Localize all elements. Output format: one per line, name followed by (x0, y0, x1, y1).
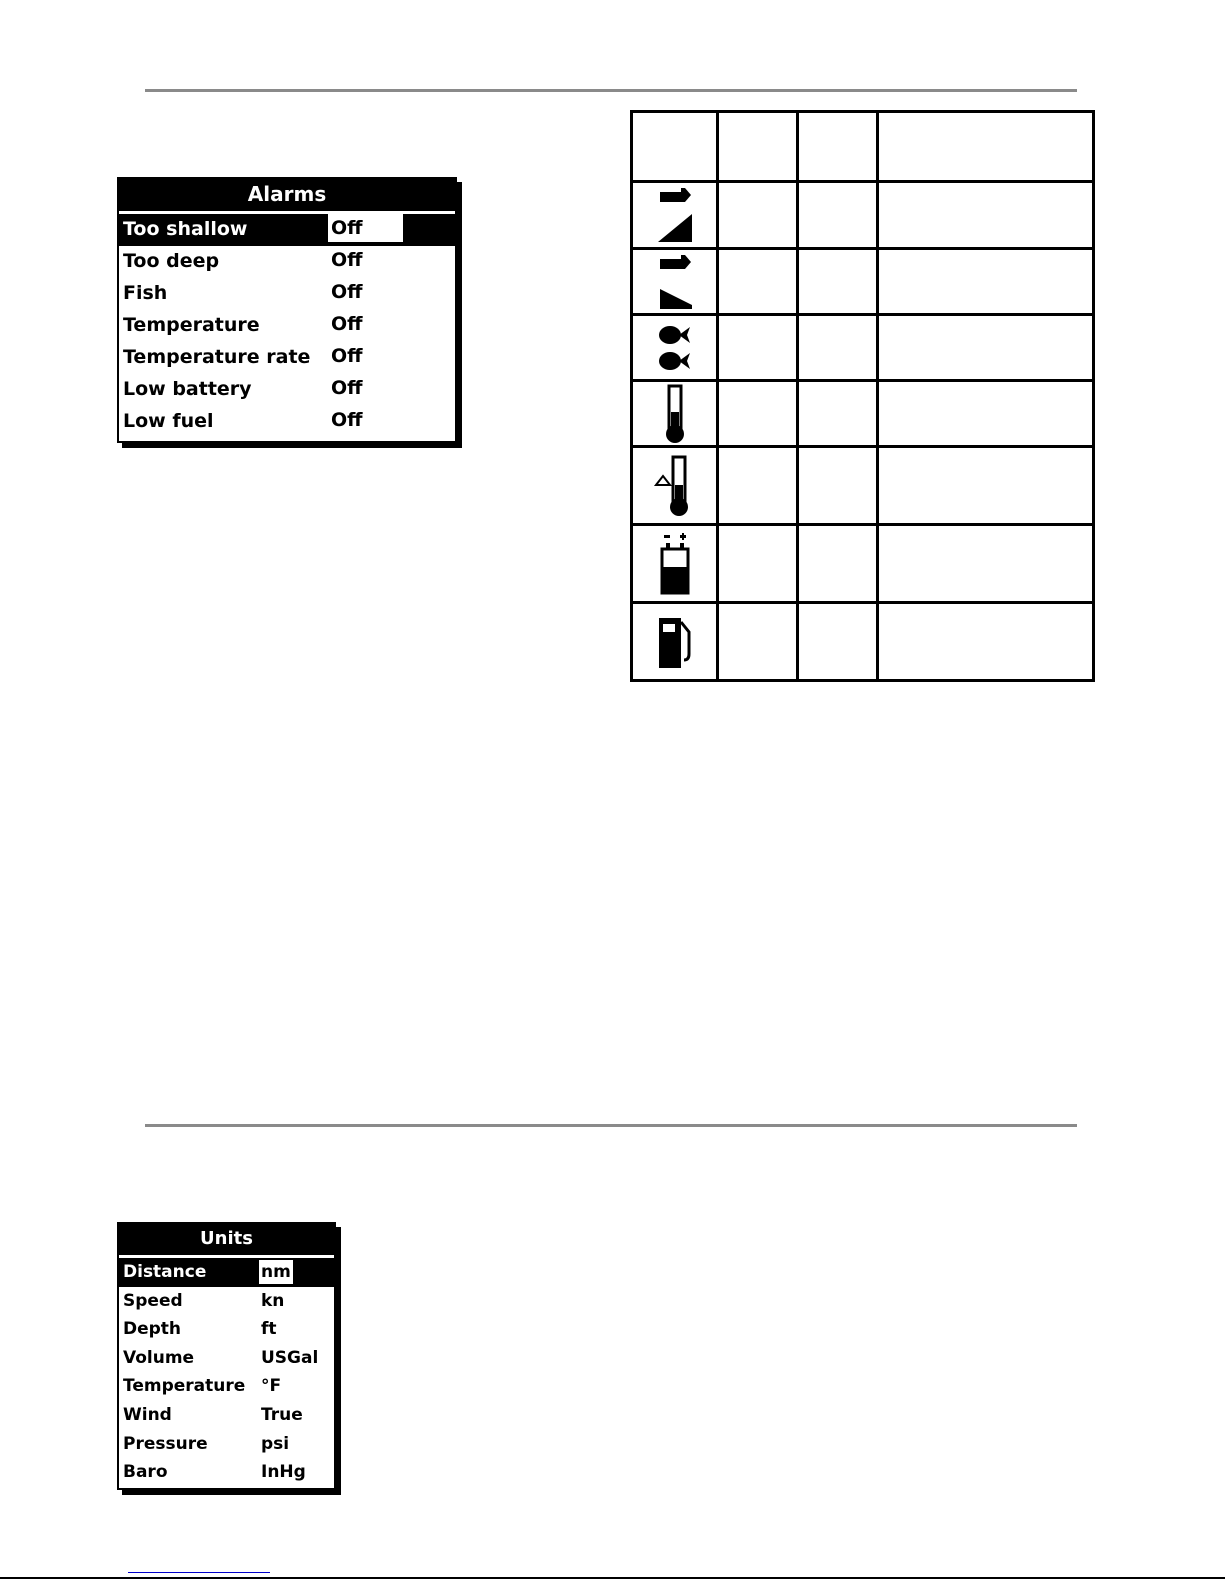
table-cell (878, 603, 1094, 681)
alarm-value: Off (328, 214, 403, 242)
units-value: True (261, 1404, 303, 1425)
units-value: USGal (261, 1347, 319, 1368)
battery-icon (655, 533, 695, 595)
footer-link[interactable] (128, 1572, 270, 1573)
temperature-rate-icon (653, 455, 697, 517)
table-row (632, 315, 1094, 381)
header-cell (878, 112, 1094, 182)
table-cell (878, 315, 1094, 381)
units-value: °F (261, 1376, 282, 1397)
alarm-row-too-shallow[interactable] (119, 214, 455, 246)
alarm-label: Low fuel (123, 410, 214, 432)
table-cell (718, 525, 798, 603)
table-cell (798, 315, 878, 381)
alarm-label: Too shallow (123, 218, 248, 240)
fuel-pump-icon (653, 614, 697, 670)
fish-icon (655, 319, 695, 377)
table-cell (718, 315, 798, 381)
units-label: Volume (123, 1347, 195, 1368)
units-row-wind[interactable] (119, 1401, 334, 1430)
table-header-row (632, 112, 1094, 182)
alarm-row-temperature[interactable] (119, 310, 455, 342)
alarm-value: Off (331, 409, 363, 431)
table-cell (878, 381, 1094, 447)
units-value: ft (261, 1319, 277, 1340)
thermometer-icon (655, 384, 695, 444)
table-row (632, 381, 1094, 447)
header-cell (718, 112, 798, 182)
alarm-label: Temperature (123, 314, 260, 336)
units-section-rule (145, 1124, 1077, 1127)
table-cell (878, 447, 1094, 525)
header-cell (632, 112, 718, 182)
alarms-menu (117, 177, 457, 443)
table-cell (798, 525, 878, 603)
units-label: Baro (123, 1462, 168, 1483)
table-cell (798, 447, 878, 525)
table-cell (798, 249, 878, 315)
table-cell (718, 603, 798, 681)
alarm-value: Off (331, 345, 363, 367)
table-cell (878, 525, 1094, 603)
units-row-distance[interactable] (119, 1258, 334, 1287)
alarm-value: Off (331, 281, 363, 303)
units-menu (117, 1222, 336, 1490)
table-cell (798, 381, 878, 447)
units-value: nm (261, 1262, 291, 1282)
table-cell (718, 249, 798, 315)
table-row (632, 525, 1094, 603)
alarm-label: Too deep (123, 250, 220, 272)
alarm-row-too-deep[interactable] (119, 246, 455, 278)
units-label: Wind (123, 1404, 172, 1425)
alarm-label: Fish (123, 282, 168, 304)
alarm-row-fish[interactable] (119, 278, 455, 310)
table-cell (798, 182, 878, 249)
alarm-label: Temperature rate (123, 346, 311, 368)
header-cell (798, 112, 878, 182)
alarm-value: Off (331, 313, 363, 335)
alarm-symbols-table (630, 110, 1095, 682)
units-label: Distance (123, 1262, 207, 1282)
units-label: Temperature (123, 1376, 246, 1397)
shallow-water-icon (655, 186, 695, 244)
units-row-temperature[interactable] (119, 1372, 334, 1401)
units-row-depth[interactable] (119, 1315, 334, 1344)
units-row-pressure[interactable] (119, 1430, 334, 1459)
table-cell (878, 182, 1094, 249)
units-value: InHg (261, 1462, 306, 1483)
units-row-baro[interactable] (119, 1458, 334, 1487)
units-label: Speed (123, 1290, 183, 1311)
table-cell (878, 249, 1094, 315)
table-cell (718, 182, 798, 249)
deep-water-icon (655, 253, 695, 311)
top-section-rule (145, 89, 1077, 92)
units-label: Pressure (123, 1433, 208, 1454)
units-value: kn (261, 1290, 285, 1311)
alarm-row-temperature-rate[interactable] (119, 342, 455, 374)
table-cell (718, 381, 798, 447)
page-bottom-rule (0, 1577, 1225, 1579)
units-row-speed[interactable] (119, 1287, 334, 1316)
table-row (632, 182, 1094, 249)
alarm-row-low-battery[interactable] (119, 374, 455, 406)
table-row (632, 249, 1094, 315)
units-menu-title: Units (119, 1224, 334, 1258)
alarm-row-low-fuel[interactable] (119, 406, 455, 438)
units-value: psi (261, 1433, 290, 1454)
table-cell (798, 603, 878, 681)
table-row (632, 603, 1094, 681)
table-row (632, 447, 1094, 525)
alarm-label: Low battery (123, 378, 252, 400)
units-label: Depth (123, 1319, 182, 1340)
alarms-menu-title: Alarms (119, 179, 455, 214)
table-cell (718, 447, 798, 525)
units-row-volume[interactable] (119, 1344, 334, 1373)
alarm-value: Off (331, 377, 363, 399)
alarm-value: Off (331, 249, 363, 271)
